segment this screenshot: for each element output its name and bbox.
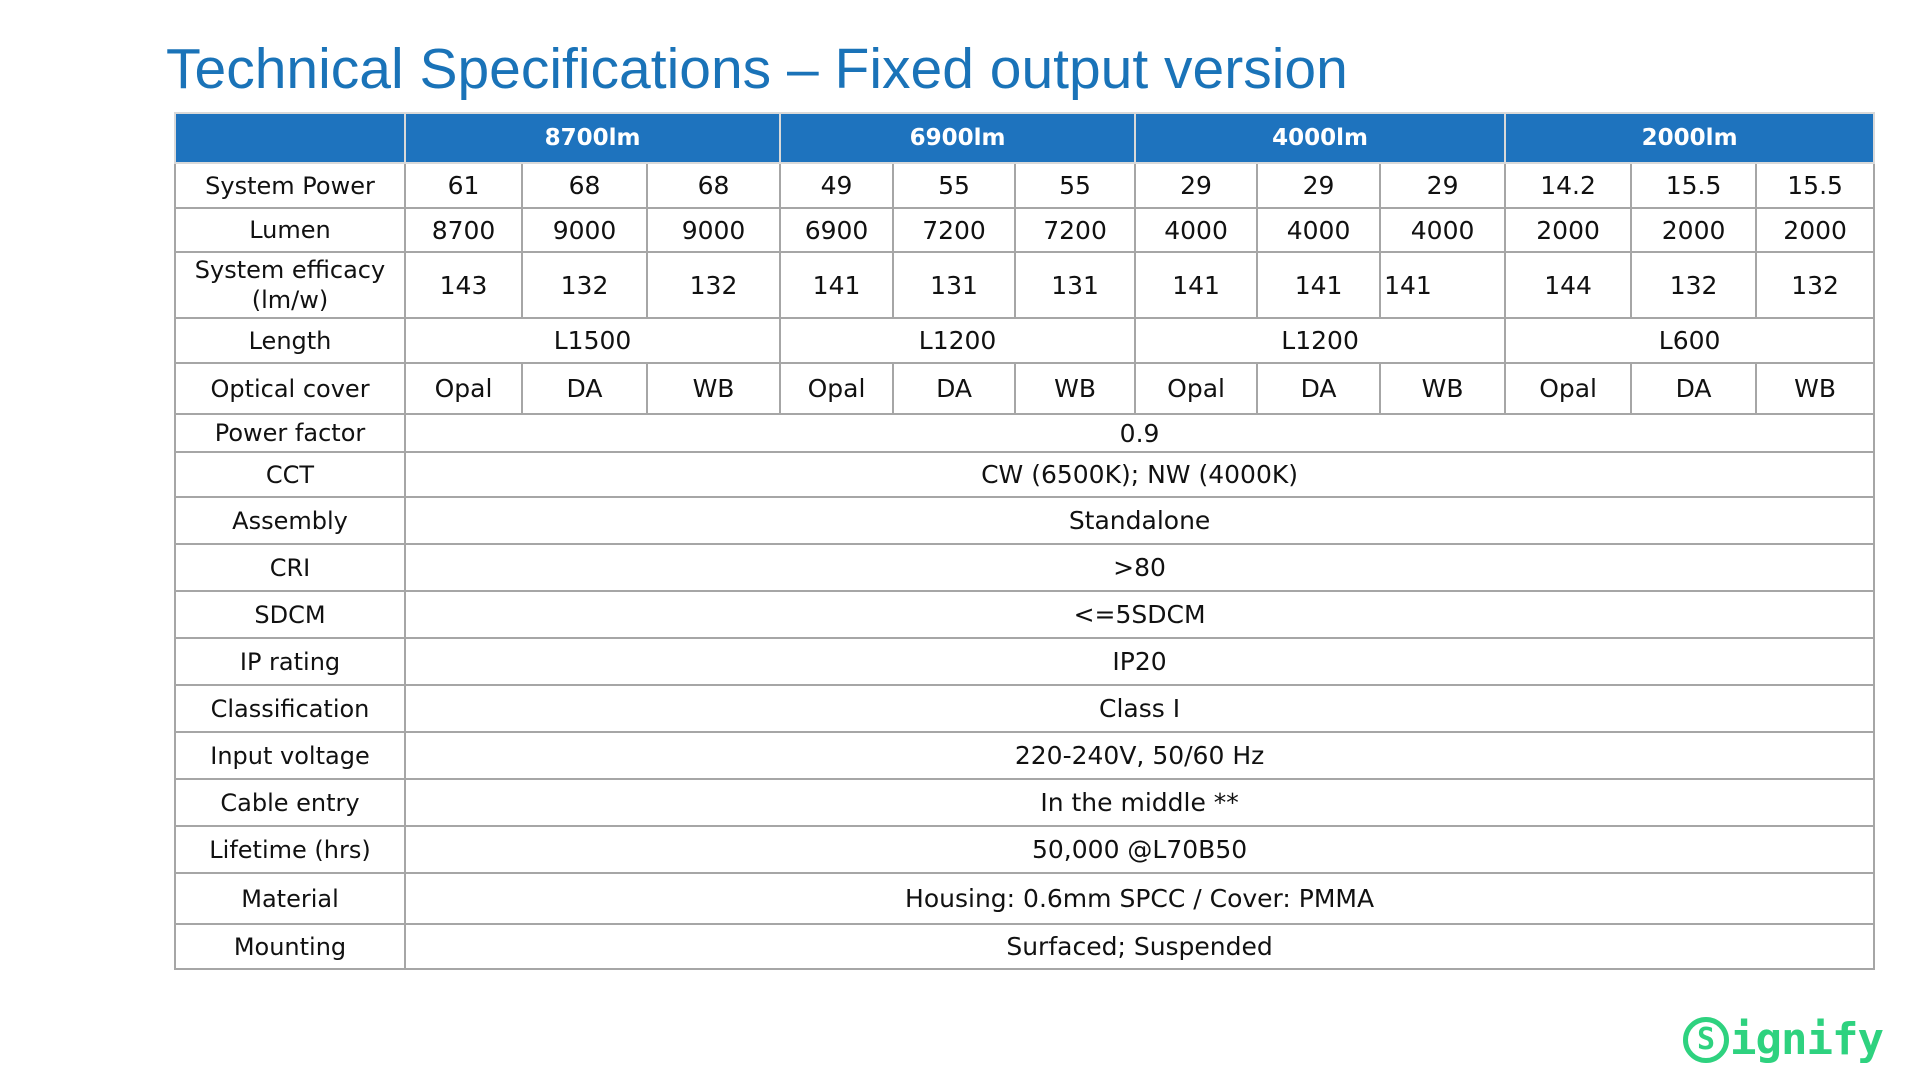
table-cell: DA <box>1631 363 1756 414</box>
table-cell: 4000 <box>1257 208 1380 252</box>
table-cell: 7200 <box>893 208 1015 252</box>
row-label: Length <box>175 318 405 363</box>
table-cell: 132 <box>1631 252 1756 318</box>
slide-title: Technical Specifications – Fixed output version <box>166 37 1348 101</box>
table-cell: WB <box>647 363 780 414</box>
row-label: SDCM <box>175 591 405 638</box>
header-corner-cell <box>175 113 405 163</box>
header-group-8700lm: 8700lm <box>405 113 780 163</box>
row-cct <box>175 452 1874 497</box>
row-lifetime <box>175 826 1874 873</box>
row-label: Power factor <box>175 414 405 452</box>
table-cell: 29 <box>1257 163 1380 208</box>
table-cell: 144 <box>1505 252 1631 318</box>
row-label: Material <box>175 873 405 924</box>
table-cell: 4000 <box>1380 208 1505 252</box>
signify-logo <box>1683 1014 1883 1066</box>
table-cell: WB <box>1756 363 1874 414</box>
table-cell: 68 <box>522 163 647 208</box>
signify-s-icon: S <box>1683 1017 1729 1063</box>
table-cell: 141 <box>780 252 893 318</box>
table-cell: 141 <box>1135 252 1257 318</box>
table-cell: 132 <box>522 252 647 318</box>
table-cell: L1200 <box>780 318 1135 363</box>
row-classification <box>175 685 1874 732</box>
row-assembly <box>175 497 1874 544</box>
row-label: CCT <box>175 452 405 497</box>
table-cell: L1200 <box>1135 318 1505 363</box>
table-cell: Class I <box>405 685 1874 732</box>
table-cell: L1500 <box>405 318 780 363</box>
row-material <box>175 873 1874 924</box>
header-group-4000lm: 4000lm <box>1135 113 1505 163</box>
row-lumen <box>175 208 1874 252</box>
row-power-factor <box>175 414 1874 452</box>
row-cable-entry <box>175 779 1874 826</box>
table-cell: 15.5 <box>1631 163 1756 208</box>
table-cell: L600 <box>1505 318 1874 363</box>
table-cell: Surfaced; Suspended <box>405 924 1874 969</box>
row-label: System Power <box>175 163 405 208</box>
row-label: Input voltage <box>175 732 405 779</box>
table-cell: 4000 <box>1135 208 1257 252</box>
table-cell: 9000 <box>647 208 780 252</box>
row-label: Assembly <box>175 497 405 544</box>
row-system-power <box>175 163 1874 208</box>
table-cell: 55 <box>893 163 1015 208</box>
table-cell: 68 <box>647 163 780 208</box>
row-label: System efficacy (lm/w) <box>175 252 405 318</box>
table-cell: Standalone <box>405 497 1874 544</box>
table-cell: 2000 <box>1505 208 1631 252</box>
table-cell: 29 <box>1380 163 1505 208</box>
table-cell: CW (6500K); NW (4000K) <box>405 452 1874 497</box>
table-cell: 2000 <box>1631 208 1756 252</box>
row-input-voltage <box>175 732 1874 779</box>
table-cell: 50,000 @L70B50 <box>405 826 1874 873</box>
table-cell: 55 <box>1015 163 1135 208</box>
table-cell: 7200 <box>1015 208 1135 252</box>
table-cell: 6900 <box>780 208 893 252</box>
row-label: Optical cover <box>175 363 405 414</box>
table-cell: 9000 <box>522 208 647 252</box>
table-cell: 49 <box>780 163 893 208</box>
header-group-2000lm: 2000lm <box>1505 113 1874 163</box>
table-cell: 15.5 <box>1756 163 1874 208</box>
table-cell: 61 <box>405 163 522 208</box>
table-cell: 141 <box>1380 252 1505 318</box>
table-cell: 0.9 <box>405 414 1874 452</box>
row-label: CRI <box>175 544 405 591</box>
table-cell: DA <box>1257 363 1380 414</box>
row-label: Mounting <box>175 924 405 969</box>
table-cell: 2000 <box>1756 208 1874 252</box>
table-cell: 141 <box>1257 252 1380 318</box>
row-ip-rating <box>175 638 1874 685</box>
row-mounting <box>175 924 1874 969</box>
row-label: Classification <box>175 685 405 732</box>
table-cell: 220-240V, 50/60 Hz <box>405 732 1874 779</box>
row-label: Lifetime (hrs) <box>175 826 405 873</box>
row-label: Lumen <box>175 208 405 252</box>
table-cell: 14.2 <box>1505 163 1631 208</box>
spec-table <box>174 112 1875 970</box>
table-cell: Opal <box>780 363 893 414</box>
row-label: Cable entry <box>175 779 405 826</box>
row-label: IP rating <box>175 638 405 685</box>
table-cell: Housing: 0.6mm SPCC / Cover: PMMA <box>405 873 1874 924</box>
table-cell: DA <box>893 363 1015 414</box>
table-cell: 131 <box>893 252 1015 318</box>
table-cell: IP20 <box>405 638 1874 685</box>
table-cell: Opal <box>1135 363 1257 414</box>
table-cell: Opal <box>405 363 522 414</box>
row-length <box>175 318 1874 363</box>
table-cell: WB <box>1380 363 1505 414</box>
row-sdcm <box>175 591 1874 638</box>
table-cell: In the middle ** <box>405 779 1874 826</box>
header-group-6900lm: 6900lm <box>780 113 1135 163</box>
table-cell: Opal <box>1505 363 1631 414</box>
table-cell: WB <box>1015 363 1135 414</box>
table-cell: DA <box>522 363 647 414</box>
table-cell: 132 <box>1756 252 1874 318</box>
table-cell: 143 <box>405 252 522 318</box>
row-optical-cover <box>175 363 1874 414</box>
table-cell: 29 <box>1135 163 1257 208</box>
signify-logo-text: ignify <box>1730 1014 1883 1065</box>
table-cell: >80 <box>405 544 1874 591</box>
row-cri <box>175 544 1874 591</box>
table-cell: <=5SDCM <box>405 591 1874 638</box>
table-cell: 8700 <box>405 208 522 252</box>
table-cell: 131 <box>1015 252 1135 318</box>
header-row <box>175 113 1874 163</box>
table-cell: 132 <box>647 252 780 318</box>
row-system-efficacy <box>175 252 1874 318</box>
